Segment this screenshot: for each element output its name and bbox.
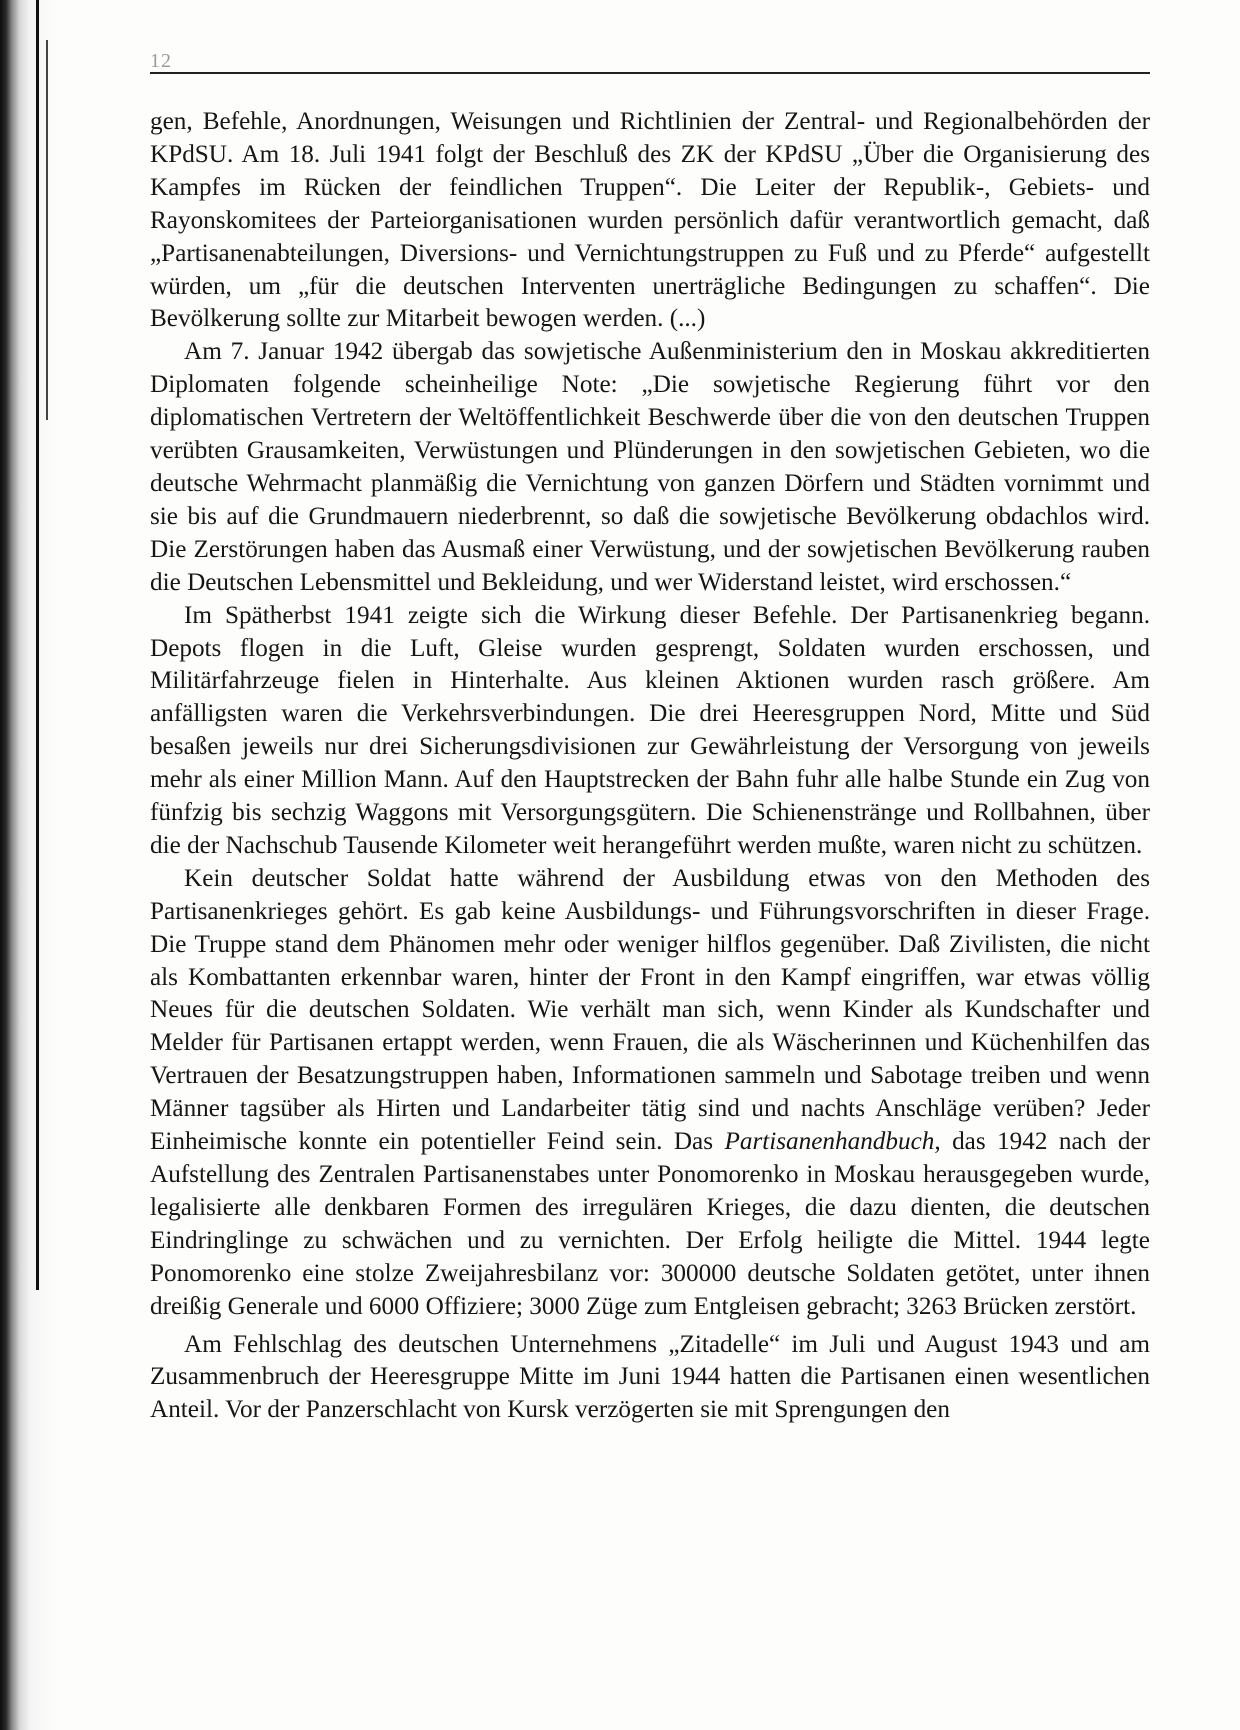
paragraph-4 bbox=[150, 863, 1150, 1324]
body-text bbox=[150, 106, 1150, 1427]
binding-shadow-line bbox=[36, 0, 39, 1290]
book-title-partisanenhandbuch: Partisanenhandbuch, bbox=[724, 1128, 941, 1156]
binding-shadow-line bbox=[46, 40, 48, 420]
header-rule bbox=[150, 72, 1150, 74]
paragraph-3: Im Spätherbst 1941 zeigte sich die Wirkung dieser Befehle. Der Partisanenkrieg begann. Depots flogen in die Luft, Gleise wurden gesprengt, Soldaten wurden erschossen, und Militärfahrzeuge fielen in Hinterhalte. Aus kleinen Aktionen wurden rasch größere. Am anfälligsten waren die Verkehrsverbindungen. Die drei Heeresgruppen Nord, Mitte und Süd besaßen jeweils nur drei Sicherungsdivisionen zur Gewährleistung der Versorgung von jeweils mehr als einer Million Mann. Auf den Hauptstrecken der Bahn fuhr alle halbe Stunde ein Zug von fünfzig bis sechzig Waggons mit Versorgungsgütern. Die Schienenstränge und Rollbahnen, über die der Nachschub Tausende Kilometer weit herangeführt werden mußte, waren nicht zu schützen. bbox=[150, 601, 1150, 859]
paragraph-4-text-after: das 1942 nach der Aufstellung des Zentralen Partisanenstabes unter Ponomorenko in Moskau herausgegeben wurde, legalisierte alle denkbaren Formen des irregulären Krieges, die dazu dienten, die deutschen Eindringlinge zu schwächen und zu vernichten. Der Erfolg heiligte die Mittel. 1944 legte Ponomorenko eine stolze Zweijahresbilanz vor: 300000 deutsche Soldaten getötet, unter ihnen dreißig Generale und 6000 Offiziere; 3000 Züge zum Entgleisen gebracht; 3263 Brücken zerstört. bbox=[150, 1128, 1150, 1320]
paragraph-5: Am Fehlschlag des deutschen Unternehmens „Zitadelle“ im Juli und August 1943 und am Zusammenbruch der Heeresgruppe Mitte im Juni 1944 hatten die Partisanen einen wesentlichen Anteil. Vor der Panzerschlacht von Kursk verzögerten sie mit Sprengungen den bbox=[150, 1330, 1150, 1424]
paragraph-4-text-before: Kein deutscher Soldat hatte während der Ausbildung etwas von den Methoden des Partisanenkrieges gehört. Es gab keine Ausbildungs- und Führungsvorschriften in dieser Frage. Die Truppe stand dem Phänomen mehr oder weniger hilflos gegenüber. Daß Zivilisten, die nicht als Kombattanten erkennbar waren, hinter der Front in den Kampf eingriffen, war etwas völlig Neues für die deutschen Soldaten. Wie verhält man sich, wenn Kinder als Kundschafter und Melder für Partisanen ertappt werden, wenn Frauen, die als Wäscherinnen und Küchenhilfen das Vertrauen der Besatzungstruppen haben, Informationen sammeln und Sabotage treiben und wenn Männer tagsüber als Hirten und Landarbeiter tätig sind und nachts Anschläge verüben? Jeder Einheimische konnte ein potentieller Feind sein. Das bbox=[150, 864, 1150, 1156]
page-number: 12 bbox=[150, 50, 172, 72]
paragraph-2: Am 7. Januar 1942 übergab das sowjetische Außenministerium den in Moskau akkreditierten Diplomaten folgende scheinheilige Note: „Die sowjetische Regierung führt vor den diplomatischen Vertretern der Weltöffentlichkeit Beschwerde über die von den deutschen Truppen verübten Grausamkeiten, Verwüstungen und Plünderungen in den sowjetischen Gebieten, wo die deutsche Wehrmacht planmäßig die Vernichtung von ganzen Dörfern und Städten vornimmt und sie bis auf die Grundmauern niederbrennt, so daß die sowjetische Bevölkerung obdachlos wird. Die Zerstörungen haben das Ausmaß einer Verwüstung, und der sowjetischen Bevölkerung rauben die Deutschen Lebensmittel und Bekleidung, und wer Widerstand leistet, wird erschossen.“ bbox=[150, 338, 1150, 596]
paragraph-1: gen, Befehle, Anordnungen, Weisungen und Richtlinien der Zentral- und Regionalbehörden der KPdSU. Am 18. Juli 1941 folgt der Beschluß des ZK der KPdSU „Über die Organisierung des Kampfes im Rücken der feindlichen Truppen“. Die Leiter der Republik-, Gebiets- und Rayonskomitees der Parteiorganisationen wurden persönlich dafür verantwortlich gemacht, daß „Partisanenabteilungen, Diversions- und Vernichtungstruppen zu Fuß und zu Pferde“ aufgestellt würden, um „für die deutschen Interventen unerträgliche Bedingungen zu schaffen“. Die Bevölkerung sollte zur Mitarbeit bewogen werden. (...) bbox=[150, 108, 1150, 333]
